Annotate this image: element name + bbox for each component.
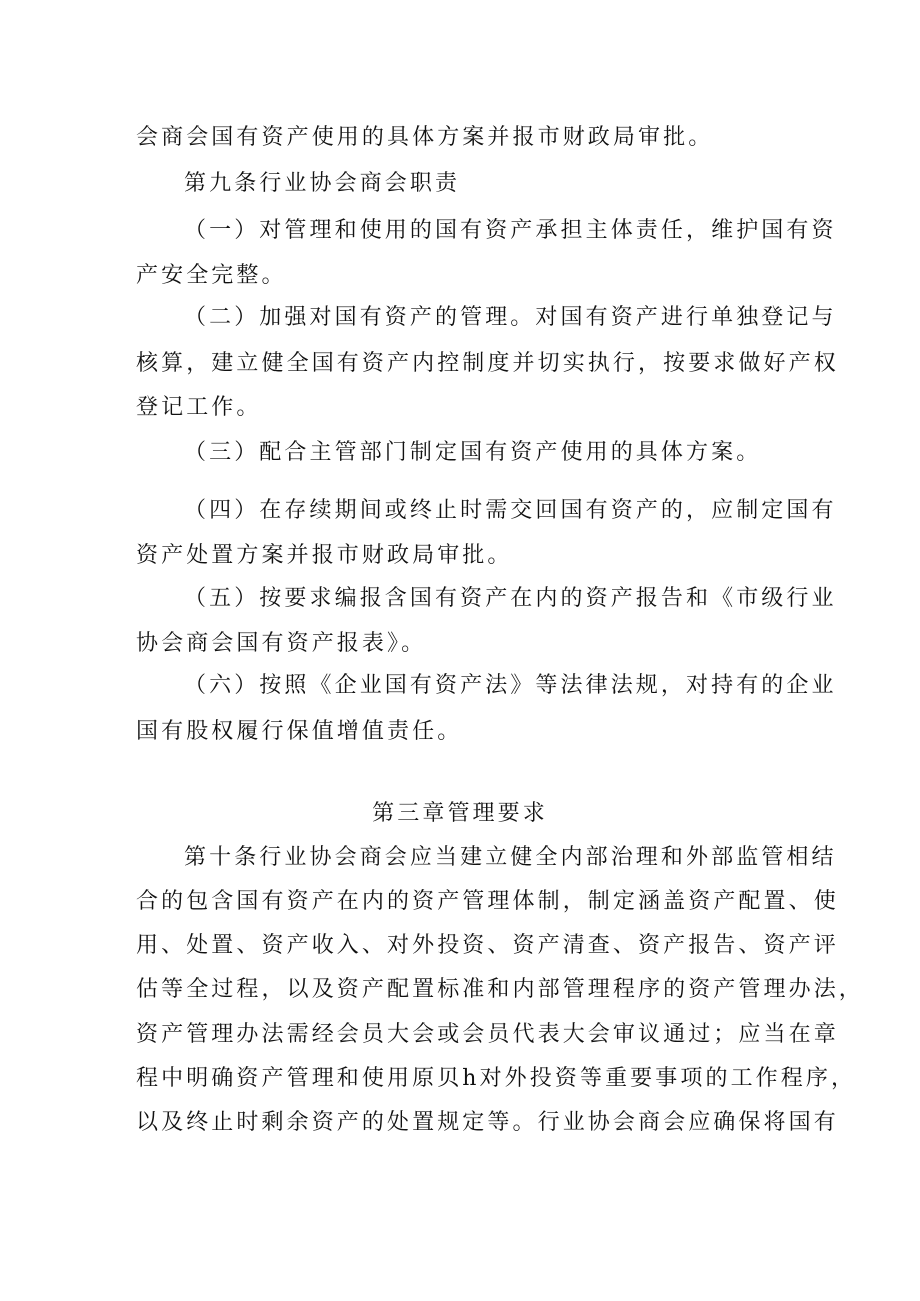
text-line: 第十条行业协会商会应当建立健全内部治理和外部监管相结 (184, 845, 837, 870)
text-line: （一）对管理和使用的国有资产承担主体责任，维护国有资 (184, 218, 837, 243)
text-line: 产安全完整。 (136, 263, 287, 288)
text-line: 以及终止时剩余资产的处置规定等。行业协会商会应确保将国有 (136, 1110, 839, 1135)
text-line: 国有股权履行保值增值责任。 (136, 719, 463, 744)
text-line: 资产管理办法需经会员大会或会员代表大会审议通过；应当在章 (136, 1022, 839, 1047)
text-line: 资产处置方案并报市财政局审批。 (136, 543, 513, 568)
text-line: （二）加强对国有资产的管理。对国有资产进行单独登记与 (184, 305, 837, 330)
text-line: 会商会国有资产使用的具体方案并报市财政局审批。 (136, 125, 714, 150)
text-line: 核算，建立健全国有资产内控制度并切实执行，按要求做好产权 (136, 351, 839, 376)
text-line: （六）按照《企业国有资产法》等法律法规，对持有的企业 (184, 673, 837, 698)
text-line: 登记工作。 (136, 395, 262, 420)
text-line: 协会商会国有资产报表》。 (136, 631, 427, 656)
text-line: （四）在存续期间或终止时需交回国有资产的，应制定国有 (184, 498, 837, 523)
text-line: 程中明确资产管理和使用原贝h对外投资等重要事项的工作程序， (136, 1066, 857, 1091)
chapter-title: 第三章管理要求 (372, 801, 548, 826)
article-heading: 第九条行业协会商会职责 (184, 171, 461, 196)
text-line: （三）配合主管部门制定国有资产使用的具体方案。 (184, 440, 762, 465)
text-line: 估等全过程，以及资产配置标准和内部管理程序的资产管理办法， (136, 977, 864, 1002)
text-line: （五）按要求编报含国有资产在内的资产报告和《市级行业 (184, 586, 837, 611)
text-line: 用、处置、资产收入、对外投资、资产清查、资产报告、资产评 (136, 933, 839, 958)
text-line: 合的包含国有资产在内的资产管理体制，制定涵盖资产配置、使 (136, 889, 839, 914)
